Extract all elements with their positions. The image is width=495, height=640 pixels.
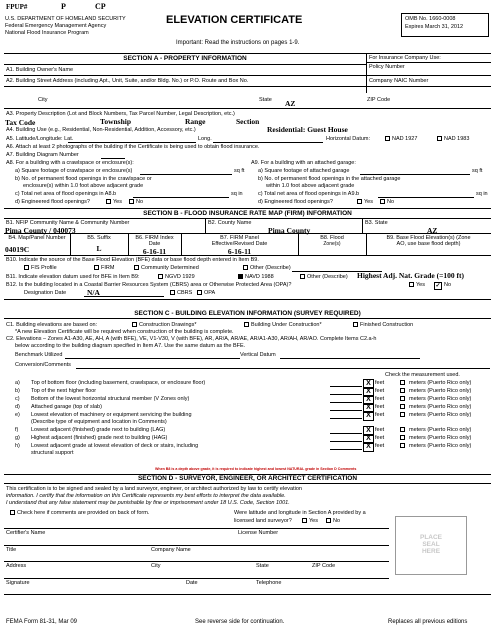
b1-community-value[interactable]: Pima County / 040073 (5, 226, 76, 235)
row-key: c) (15, 396, 20, 402)
checkbox-icon (380, 199, 385, 204)
a8d-yes-checkbox[interactable]: Yes (106, 199, 122, 206)
a9b-label-cont: within 1.0 foot above adjacent grade (266, 183, 355, 189)
vertical-datum-field[interactable]: Vertical Datum (240, 352, 276, 358)
important-note: Important: Read the instructions on pages 1-9. (176, 40, 300, 46)
b8-label-zone: Zone(s) (323, 241, 341, 247)
building-use-value[interactable]: Residential: Guest House (267, 125, 348, 134)
b7-label-date: Effective/Revised Date (211, 241, 268, 247)
checkbox-icon (302, 518, 307, 523)
row-key: h) (15, 443, 20, 449)
finished-construction-checkbox[interactable]: Finished Construction (353, 322, 413, 329)
opa-checkbox[interactable]: OPA (197, 290, 215, 297)
row-key: a) (15, 380, 20, 386)
b5-label: B5. Suffix (87, 235, 111, 241)
row-label: Attached garage (top of slab) (31, 404, 102, 410)
a5-latitude-field[interactable]: A5. Latitude/Longitude: Lat. (6, 136, 74, 142)
form-number: FEMA Form 81-31, Mar 09 (6, 619, 78, 625)
feet-label: feet (375, 435, 385, 441)
row-key: e) (15, 412, 20, 418)
x-mark-icon: X (363, 434, 374, 444)
naic-number-field[interactable]: Company NAIC Number (369, 78, 429, 84)
a9b-label: b) No. of permanent flood openings in the attached garage (258, 176, 401, 182)
handwritten-section: Section (236, 117, 260, 126)
state-field-label: State (259, 97, 272, 103)
meters-checkbox[interactable] (400, 396, 407, 403)
checkbox-icon (400, 435, 405, 440)
replaces-note: Replaces all previous editions (388, 619, 468, 625)
lat-long-question: Were latitude and longitude in Section A provided by a (234, 510, 366, 516)
checkbox-icon (400, 412, 405, 417)
elevation-input[interactable] (330, 441, 362, 442)
surveyor-yes-checkbox[interactable]: Yes (302, 518, 318, 525)
a9d-label: d) Engineered flood openings? (258, 199, 333, 205)
x-mark-icon: X (363, 403, 374, 413)
elevation-input[interactable] (330, 386, 362, 387)
row-key: d) (15, 404, 20, 410)
checkbox-icon (24, 265, 29, 270)
omb-expires: Expires March 31, 2012 (405, 23, 464, 30)
date-field[interactable]: Date (186, 580, 198, 586)
seal-text-3: HERE (421, 548, 441, 555)
navd1988-checkbox[interactable]: NAVD 1988 (238, 274, 274, 281)
check-measurement-label: Check the measurement used. (385, 372, 460, 378)
meters-checkbox[interactable] (400, 427, 407, 434)
certifier-name-field[interactable]: Certifier's Name (6, 530, 46, 536)
b3-label: B3. State (365, 220, 388, 226)
section-a-heading: SECTION A - PROPERTY INFORMATION (123, 55, 247, 62)
meters-label: meters (Puerto Rico only) (409, 380, 472, 386)
handwritten-tax-code: Tax Code (5, 118, 36, 127)
company-name-field[interactable]: Company Name (151, 547, 191, 553)
b10-label: B10. Indicate the source of the Base Flood Elevation (BFE) data or base flood depth entered in Item B9. (6, 257, 259, 263)
b9-label: B9. Base Flood Elevation(s) (Zone (386, 235, 471, 241)
program-name: National Flood Insurance Program (5, 30, 89, 36)
x-mark-icon: X (363, 442, 374, 452)
title-field[interactable]: Title (6, 547, 17, 553)
checkbox-icon (400, 380, 405, 385)
feet-label: feet (375, 443, 385, 449)
b1-label: B1. NFIP Community Name & Community Number (6, 220, 130, 226)
b7-panel-date-value[interactable]: 6-16-11 (227, 247, 252, 256)
longitude-field[interactable]: Long. (198, 136, 212, 142)
omb-box (401, 13, 489, 37)
handwritten-cp: CP (95, 2, 106, 11)
meters-label: meters (Puerto Rico only) (409, 404, 472, 410)
fis-profile-checkbox[interactable]: FIS Profile (24, 265, 57, 272)
b6-label-date: Date (148, 241, 161, 247)
a6-photographs: A6. Attach at least 2 photographs of the building if the Certificate is being used to obtain flood insurance. (6, 144, 260, 150)
insurance-use-label: For Insurance Company Use: (369, 55, 441, 61)
b3-state-value[interactable]: AZ (427, 226, 438, 235)
x-mark-icon: X (363, 395, 374, 405)
checkbox-icon (437, 136, 442, 141)
under-construction-checkbox[interactable]: Building Under Construction* (244, 322, 322, 329)
b11-label: B11. Indicate elevation datum used for BFE in Item B9: (6, 274, 140, 280)
construction-drawings-checkbox[interactable]: Construction Drawings* (132, 322, 196, 329)
checkbox-icon (129, 199, 134, 204)
check-mark-icon: ✓ (435, 283, 441, 289)
community-determined-checkbox[interactable]: Community Determined (134, 265, 199, 272)
b2-county-value[interactable]: Pima County (268, 226, 311, 235)
checkbox-icon (400, 388, 405, 393)
b8-label: B8. Flood (320, 235, 344, 241)
c1-label: C1. Building elevations are based on: (6, 322, 98, 328)
row-label: Lowest elevation of machinery or equipment servicing the building (31, 412, 192, 418)
a8c-unit: sq in (231, 191, 243, 197)
surveyor-no-checkbox[interactable]: No (326, 518, 340, 525)
license-number-field[interactable]: License Number (238, 530, 279, 536)
meters-checkbox[interactable] (400, 435, 407, 442)
red-note: When B8 is a depth above grade, it is required to indicate highest and lowest NATURAL grade in Section D Comments (155, 467, 357, 471)
row-label: Top of the next higher floor (31, 388, 97, 394)
elevation-input[interactable] (330, 418, 362, 419)
conversion-comments-field[interactable]: Conversion/Comments (15, 362, 71, 368)
b5-suffix-value[interactable]: L (96, 244, 102, 253)
seal-placeholder (395, 516, 467, 575)
nad1983-checkbox[interactable]: NAD 1983 (437, 136, 469, 143)
certification-text-1: This certification is to be signed and sealed by a land surveyor, engineer, or architect authorized by law to certify elevation (6, 486, 302, 492)
a8-heading: A8. For a building with a crawlspace or enclosure(s): (6, 160, 134, 166)
x-mark-icon: X (363, 426, 374, 436)
a3-property-description[interactable]: A3. Property Description (Lot and Block Numbers, Tax Parcel Number, Legal Description, etc.) (6, 111, 235, 117)
department-name: U.S. DEPARTMENT OF HOMELAND SECURITY (5, 16, 126, 22)
feet-checkbox[interactable] (363, 442, 374, 452)
signature-field[interactable]: Signature (6, 580, 30, 586)
meters-checkbox[interactable] (400, 412, 407, 419)
other-datum-checkbox[interactable]: Other (Describe) (300, 274, 348, 281)
city-field[interactable]: City (38, 97, 48, 103)
state-field-d[interactable]: State (256, 563, 269, 569)
elevation-input[interactable] (330, 410, 362, 411)
c2-label: C2. Elevations – Zones A1-A30, AE, AH, A (with BFE), VE, V1-V30, V (with BFE), AR, AR/A, AR/AE, AR/A1-A30, AR/AH, AR/AO. Complete Items C2.a-h (6, 336, 377, 342)
feet-label: feet (375, 396, 385, 402)
checkbox-icon (385, 136, 390, 141)
a1-owner-name-field[interactable]: A1. Building Owner's Name (6, 67, 74, 73)
meters-label: meters (Puerto Rico only) (409, 396, 472, 402)
b12-no-checkbox[interactable]: ✓ No (435, 282, 452, 289)
a2-street-address-field[interactable]: A2. Building Street Address (including Apt., Unit, Suite, and/or Bldg. No.) or P.O. Route and Box No. (6, 78, 249, 84)
nad1927-checkbox[interactable]: NAD 1927 (385, 136, 417, 143)
a9c-unit: sq in (476, 191, 488, 197)
row-label: Lowest adjacent grade at lowest elevation of deck or stairs, including (31, 443, 199, 449)
b12-yes-checkbox[interactable]: Yes (409, 282, 425, 289)
row-key: f) (15, 427, 19, 433)
a7-diagram-number-field[interactable]: A7. Building Diagram Number (6, 152, 79, 158)
row-h-note: structural support (31, 450, 74, 456)
a8a-label: a) Square footage of crawlspace or enclosure(s) (15, 168, 133, 174)
a9d-yes-checkbox[interactable]: Yes (357, 199, 373, 206)
meters-label: meters (Puerto Rico only) (409, 412, 472, 418)
checkbox-icon (400, 443, 405, 448)
c2-label-cont: below according to the building diagram specified in Item A7. Use the same datum as the BFE. (15, 343, 246, 349)
policy-number-field[interactable]: Policy Number (369, 64, 405, 70)
meters-checkbox[interactable] (400, 443, 407, 450)
a9d-no-checkbox[interactable]: No (380, 199, 394, 206)
agency-name: Federal Emergency Management Agency (5, 23, 107, 29)
checkbox-icon (357, 199, 362, 204)
row-key: g) (15, 435, 20, 441)
handwritten-p: P (61, 2, 66, 11)
benchmark-field[interactable]: Benchmark Utilized (15, 352, 63, 358)
checkbox-icon (158, 274, 163, 279)
feet-label: feet (375, 412, 385, 418)
section-d-heading: SECTION D - SURVEYOR, ENGINEER, OR ARCHITECT CERTIFICATION (137, 475, 358, 482)
a8b-label-cont: enclosure(s) within 1.0 foot above adjacent grade (23, 183, 144, 189)
designation-date-value[interactable]: N/A (87, 288, 100, 297)
seal-text-2: SEAL (422, 541, 440, 548)
meters-checkbox[interactable] (400, 380, 407, 387)
section-c-heading: SECTION C - BUILDING ELEVATION INFORMATION (SURVEY REQUIRED) (134, 310, 361, 317)
checkbox-icon (353, 322, 358, 327)
a8b-label: b) No. of permanent flood openings in the crawlspace or (15, 176, 152, 182)
telephone-field[interactable]: Telephone (256, 580, 282, 586)
city-field-d[interactable]: City (151, 563, 161, 569)
continuation-note: See reverse side for continuation. (195, 619, 285, 625)
a9a-unit: sq ft (472, 168, 483, 174)
checkbox-icon (197, 290, 202, 295)
cbrs-checkbox[interactable]: CBRS (170, 290, 192, 297)
feet-label: feet (375, 427, 385, 433)
seal-text-1: PLACE (419, 534, 443, 541)
handwritten-range: Range (185, 117, 206, 126)
row-label: Lowest adjacent (finished) grade next to building (LAG) (31, 427, 166, 433)
b12-label: B12. Is the building located in a Coastal Barrier Resources System (CBRS) area or Otherwise Protected Area (OPA)? (6, 282, 292, 288)
x-mark-icon: X (363, 411, 374, 421)
meters-label: meters (Puerto Rico only) (409, 427, 472, 433)
meters-label: meters (Puerto Rico only) (409, 443, 472, 449)
certification-text-3: I understand that any false statement may be punishable by fine or imprisonment under 18 U.S. Code, Section 1001. (6, 500, 290, 506)
checkbox-icon (170, 290, 175, 295)
address-field[interactable]: Address (6, 563, 27, 569)
zip-field-d[interactable]: ZIP Code (312, 563, 336, 569)
c1-note: *A new Elevation Certificate will be required when construction of the building is complete. (15, 329, 234, 335)
omb-number: OMB No. 1660-0008 (405, 16, 456, 22)
feet-label: feet (375, 404, 385, 410)
checkbox-icon (409, 282, 414, 287)
b6-label: B6. FIRM Index (135, 235, 174, 241)
row-label: Highest adjacent (finished) grade next to building (HAG) (31, 435, 168, 441)
x-mark-icon: X (363, 379, 374, 389)
zip-field[interactable]: ZIP Code (367, 97, 391, 103)
certification-text-2: information. I certify that the information on this Certificate represents my best efforts to interpret the data available. (6, 493, 286, 499)
row-label: Top of bottom floor (including basement, crawlspace, or enclosure floor) (31, 380, 206, 386)
feet-checkbox[interactable] (363, 411, 374, 421)
meters-label: meters (Puerto Rico only) (409, 435, 472, 441)
meters-checkbox[interactable] (400, 388, 407, 395)
elevation-input[interactable] (330, 433, 362, 434)
elevation-input[interactable] (330, 402, 362, 403)
checkbox-icon (132, 322, 137, 327)
a8a-unit: sq ft (234, 168, 245, 174)
elevation-input[interactable] (330, 449, 362, 450)
horizontal-datum-label: Horizontal Datum: (326, 136, 371, 142)
firm-checkbox[interactable]: FIRM (94, 265, 114, 272)
b4-label: B4. Map/Panel Number (8, 235, 66, 241)
ngvd1929-checkbox[interactable]: NGVD 1929 (158, 274, 195, 281)
row-label: Bottom of the lowest horizontal structural member (V Zones only) (31, 396, 190, 402)
handwritten-township: Township (100, 117, 131, 126)
b4-map-panel-value[interactable]: 04019C (5, 245, 30, 254)
a8d-no-checkbox[interactable]: No (129, 199, 143, 206)
b2-label: B2. County Name (208, 220, 252, 226)
checkbox-icon (400, 404, 405, 409)
row-e-note: (Describe type of equipment and location in Comments) (31, 419, 167, 425)
x-mark-icon: X (363, 387, 374, 397)
checkbox-icon (244, 322, 249, 327)
checkbox-icon (94, 265, 99, 270)
checkbox-icon (10, 510, 15, 515)
designation-date-label: Designation Date (24, 290, 67, 296)
fpup-label: FPUP# (6, 3, 28, 11)
a8d-label: d) Engineered flood openings? (15, 199, 90, 205)
lat-long-question-cont: licensed land surveyor? (234, 518, 292, 524)
checkbox-icon (326, 518, 331, 523)
checkbox-icon (106, 199, 111, 204)
other-describe-checkbox[interactable]: Other (Describe) (243, 265, 291, 272)
meters-label: meters (Puerto Rico only) (409, 388, 472, 394)
checkbox-icon (134, 265, 139, 270)
elevation-input[interactable] (330, 394, 362, 395)
checkbox-icon (300, 274, 305, 279)
checkbox-icon (400, 396, 405, 401)
row-key: b) (15, 388, 20, 394)
a8c-label: c) Total net area of flood openings in A8.b (15, 191, 117, 197)
checkbox-checked-icon (238, 274, 243, 279)
a9c-label: c) Total net area of flood openings in A9.b (258, 191, 360, 197)
a4-building-use: A4. Building Use (e.g., Residential, Non-Residential, Addition, Accessory, etc.) (6, 127, 196, 133)
b11-other-value[interactable]: Highest Adj. Nat. Grade (=100 ft) (357, 271, 464, 280)
comments-checkbox[interactable]: Check here if comments are provided on back of form. (10, 510, 149, 517)
a9a-label: a) Square footage of attached garage (258, 168, 350, 174)
meters-checkbox[interactable] (400, 404, 407, 411)
checkbox-icon (243, 265, 248, 270)
b9-label-cont: AO, use base flood depth) (396, 241, 461, 247)
form-title: ELEVATION CERTIFICATE (166, 14, 303, 26)
checkbox-icon (400, 427, 405, 432)
feet-label: feet (375, 388, 385, 394)
b6-index-date-value[interactable]: 6-16-11 (142, 247, 167, 256)
feet-label: feet (375, 380, 385, 386)
state-value[interactable]: AZ (285, 99, 296, 108)
b7-label: B7. FIRM Panel (220, 235, 259, 241)
section-b-heading: SECTION B - FLOOD INSURANCE RATE MAP (FIRM) INFORMATION (143, 210, 352, 217)
a9-heading: A9. For a building with an attached garage: (251, 160, 356, 166)
